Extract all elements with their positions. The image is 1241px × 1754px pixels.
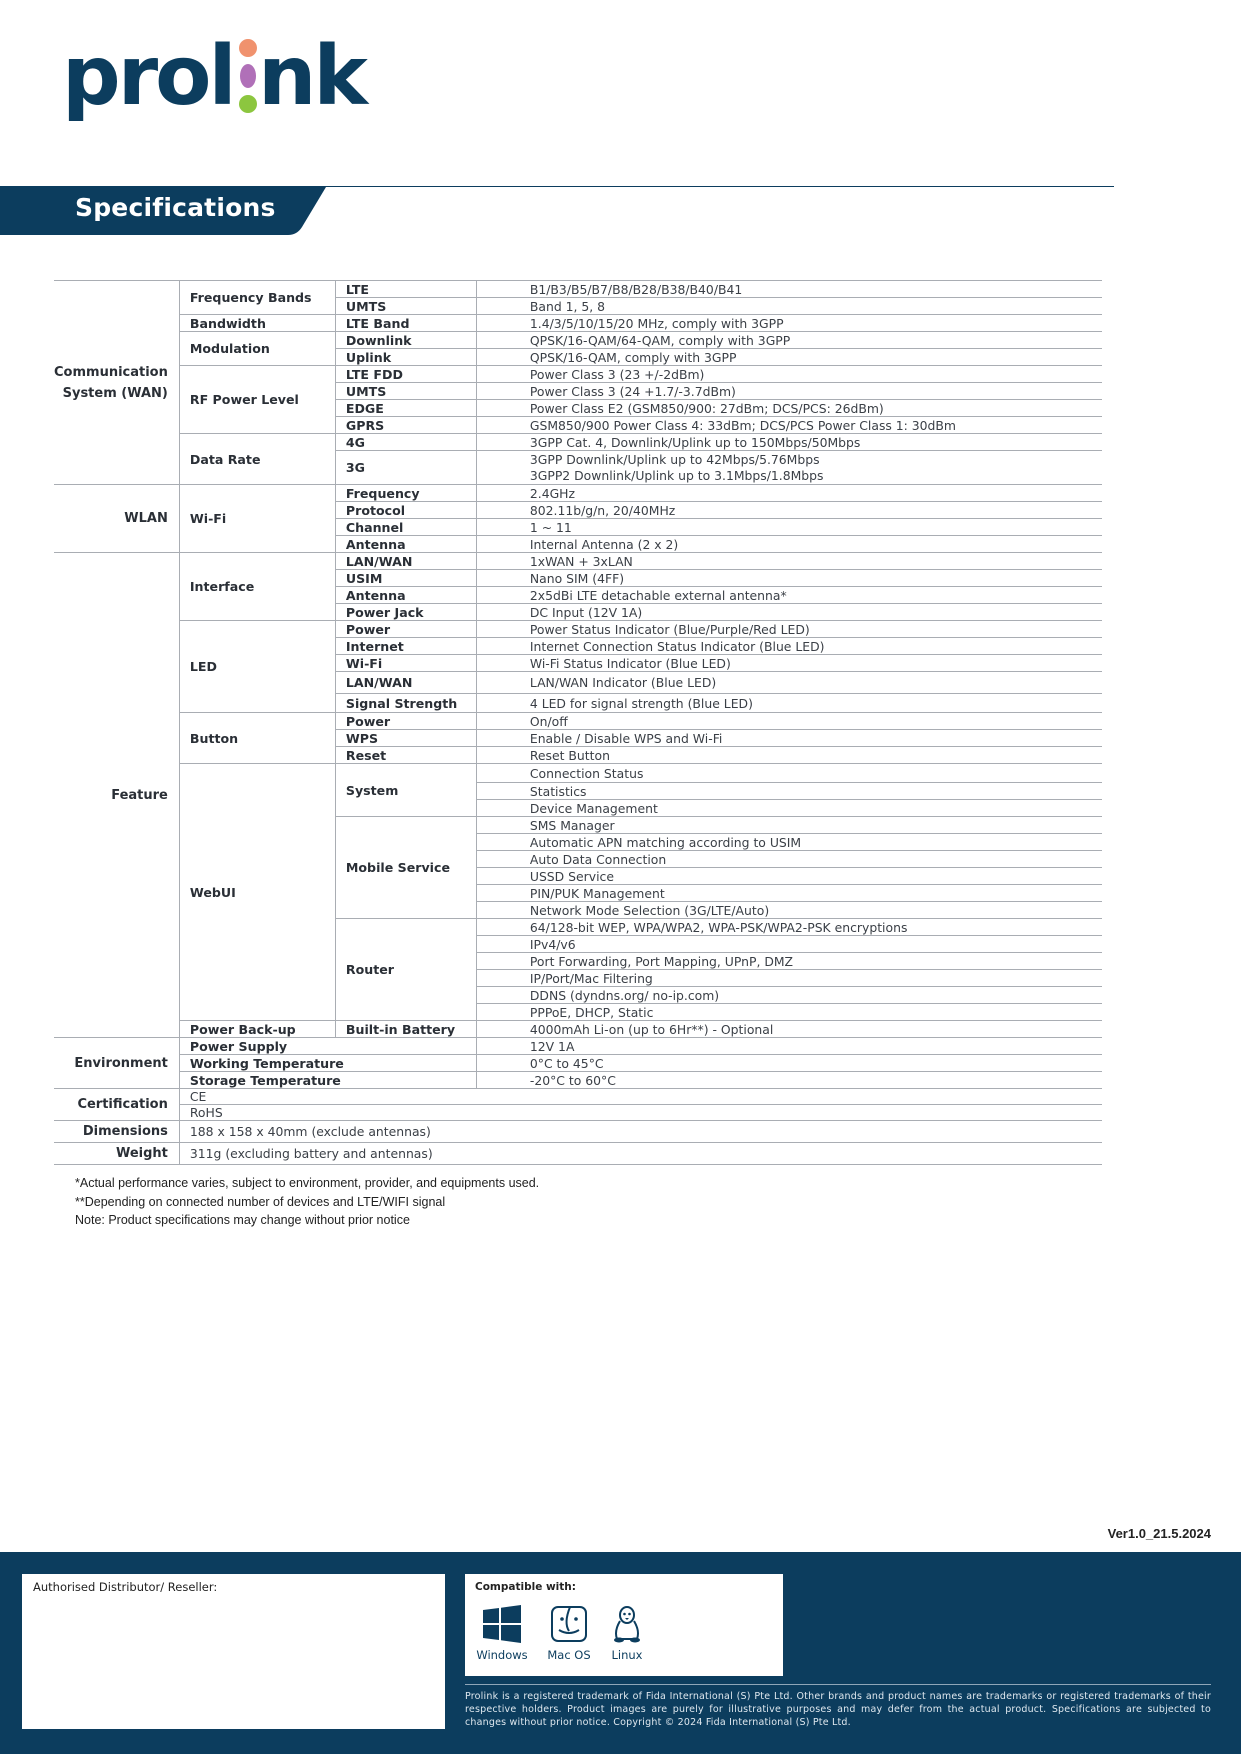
distributor-box bbox=[22, 1574, 445, 1729]
table-row: Antenna Internal Antenna (2 x 2) bbox=[54, 536, 1102, 553]
table-row: Uplink QPSK/16-QAM, comply with 3GPP bbox=[54, 349, 1102, 366]
table-row: RoHS bbox=[54, 1105, 1102, 1121]
os-label: Windows bbox=[476, 1648, 528, 1662]
windows-icon bbox=[481, 1603, 523, 1645]
footer-divider bbox=[465, 1684, 1211, 1685]
compatible-label: Compatible with: bbox=[475, 1581, 576, 1593]
table-row: WPS Enable / Disable WPS and Wi-Fi bbox=[54, 730, 1102, 747]
table-row: IP/Port/Mac Filtering bbox=[54, 970, 1102, 987]
os-label: Mac OS bbox=[547, 1648, 591, 1662]
table-row: Modulation Downlink QPSK/16-QAM/64-QAM, comply with 3GPP bbox=[54, 332, 1102, 349]
table-row: Mobile Service SMS Manager bbox=[54, 817, 1102, 834]
finder-icon bbox=[548, 1603, 590, 1645]
table-row: EDGE Power Class E2 (GSM850/900: 27dBm; DCS/PCS: 26dBm) bbox=[54, 400, 1102, 417]
linux-tux-icon bbox=[606, 1603, 648, 1645]
category-environment: Environment bbox=[54, 1038, 179, 1089]
table-row: Certification CE bbox=[54, 1089, 1102, 1105]
legal-text: Prolink is a registered trademark of Fida International (S) Pte Ltd. Other brands and product names are trademarks or registered trademarks of their respective holders. Product images are purely for illustrative purposes and may defer from the actual product. Specifications are subjected to changes without prior notice. Copyright © 2024 Fida International (S) Pte Ltd. bbox=[465, 1691, 1211, 1728]
table-row: RF Power Level LTE FDD Power Class 3 (23 +/-2dBm) bbox=[54, 366, 1102, 383]
prolink-logo bbox=[62, 34, 382, 134]
category-feature: Feature bbox=[54, 553, 179, 1038]
distributor-label: Authorised Distributor/ Reseller: bbox=[33, 1580, 218, 1594]
table-row: Internet Internet Connection Status Indicator (Blue LED) bbox=[54, 638, 1102, 655]
table-row: Automatic APN matching according to USIM bbox=[54, 834, 1102, 851]
category-communication: Communication System (WAN) bbox=[54, 281, 179, 485]
table-row: IPv4/v6 bbox=[54, 936, 1102, 953]
table-row: 3GPP2 Downlink/Uplink up to 3.1Mbps/1.8Mbps bbox=[54, 468, 1102, 485]
table-row: 3G 3GPP Downlink/Uplink up to 42Mbps/5.76Mbps bbox=[54, 451, 1102, 468]
table-row: Working Temperature 0°C to 45°C bbox=[54, 1055, 1102, 1072]
table-row: Reset Reset Button bbox=[54, 747, 1102, 764]
table-row: Data Rate 4G 3GPP Cat. 4, Downlink/Uplink up to 150Mbps/50Mbps bbox=[54, 434, 1102, 451]
table-row: GPRS GSM850/900 Power Class 4: 33dBm; DCS/PCS Power Class 1: 30dBm bbox=[54, 417, 1102, 434]
table-row: Button Power On/off bbox=[54, 713, 1102, 730]
table-row: WebUI System Connection Status bbox=[54, 764, 1102, 783]
table-row: LED Power Power Status Indicator (Blue/Purple/Red LED) bbox=[54, 621, 1102, 638]
svg-text:prol: prol bbox=[62, 34, 234, 124]
table-row: USIM Nano SIM (4FF) bbox=[54, 570, 1102, 587]
table-row: PPPoE, DHCP, Static bbox=[54, 1004, 1102, 1021]
svg-text:nk: nk bbox=[258, 34, 365, 124]
table-row: Power Jack DC Input (12V 1A) bbox=[54, 604, 1102, 621]
table-row: UMTS Power Class 3 (24 +1.7/-3.7dBm) bbox=[54, 383, 1102, 400]
page-title: Specifications bbox=[75, 193, 276, 222]
table-row: Environment Power Supply 12V 1A bbox=[54, 1038, 1102, 1055]
category-dimensions: Dimensions bbox=[54, 1121, 179, 1143]
table-row: Router 64/128-bit WEP, WPA/WPA2, WPA-PSK/WPA2-PSK encryptions bbox=[54, 919, 1102, 936]
footnote: *Actual performance varies, subject to environment, provider, and equipments used. bbox=[75, 1176, 540, 1190]
table-row: Network Mode Selection (3G/LTE/Auto) bbox=[54, 902, 1102, 919]
os-linux bbox=[597, 1603, 657, 1662]
table-row: Bandwidth LTE Band 1.4/3/5/10/15/20 MHz, comply with 3GPP bbox=[54, 315, 1102, 332]
table-row: Protocol 802.11b/g/n, 20/40MHz bbox=[54, 502, 1102, 519]
table-row: Signal Strength 4 LED for signal strength (Blue LED) bbox=[54, 694, 1102, 713]
table-row: Channel 1 ~ 11 bbox=[54, 519, 1102, 536]
footnotes bbox=[75, 1174, 539, 1230]
table-row: Communication System (WAN) Frequency Bands LTE B1/B3/B5/B7/B8/B28/B38/B40/B41 bbox=[54, 281, 1102, 298]
table-row: Power Back-up Built-in Battery 4000mAh Li-on (up to 6Hr**) - Optional bbox=[54, 1021, 1102, 1038]
table-row: Dimensions 188 x 158 x 40mm (exclude antennas) bbox=[54, 1121, 1102, 1143]
table-row: Auto Data Connection bbox=[54, 851, 1102, 868]
table-row: DDNS (dyndns.org/ no-ip.com) bbox=[54, 987, 1102, 1004]
table-row: Statistics bbox=[54, 783, 1102, 800]
table-row: Storage Temperature -20°C to 60°C bbox=[54, 1072, 1102, 1089]
category-certification: Certification bbox=[54, 1089, 179, 1121]
os-label: Linux bbox=[611, 1648, 643, 1662]
table-row: Device Management bbox=[54, 800, 1102, 817]
table-row: Feature Interface LAN/WAN 1xWAN + 3xLAN bbox=[54, 553, 1102, 570]
table-row: USSD Service bbox=[54, 868, 1102, 885]
category-wlan: WLAN bbox=[54, 485, 179, 553]
table-row: Port Forwarding, Port Mapping, UPnP, DMZ bbox=[54, 953, 1102, 970]
footnote: Note: Product specifications may change without prior notice bbox=[75, 1213, 410, 1227]
spec-table bbox=[54, 280, 1102, 1165]
os-windows bbox=[472, 1603, 532, 1662]
footnote: **Depending on connected number of devices and LTE/WIFI signal bbox=[75, 1194, 446, 1209]
table-row: Antenna 2x5dBi LTE detachable external antenna* bbox=[54, 587, 1102, 604]
table-row: PIN/PUK Management bbox=[54, 885, 1102, 902]
version-label: Ver1.0_21.5.2024 bbox=[1107, 1526, 1211, 1541]
table-row: Weight 311g (excluding battery and antennas) bbox=[54, 1143, 1102, 1165]
table-row: UMTS Band 1, 5, 8 bbox=[54, 298, 1102, 315]
table-row: WLAN Wi-Fi Frequency 2.4GHz bbox=[54, 485, 1102, 502]
os-macos bbox=[539, 1603, 599, 1662]
table-row: Wi-Fi Wi-Fi Status Indicator (Blue LED) bbox=[54, 655, 1102, 672]
table-row: LAN/WAN LAN/WAN Indicator (Blue LED) bbox=[54, 672, 1102, 694]
category-weight: Weight bbox=[54, 1143, 179, 1165]
